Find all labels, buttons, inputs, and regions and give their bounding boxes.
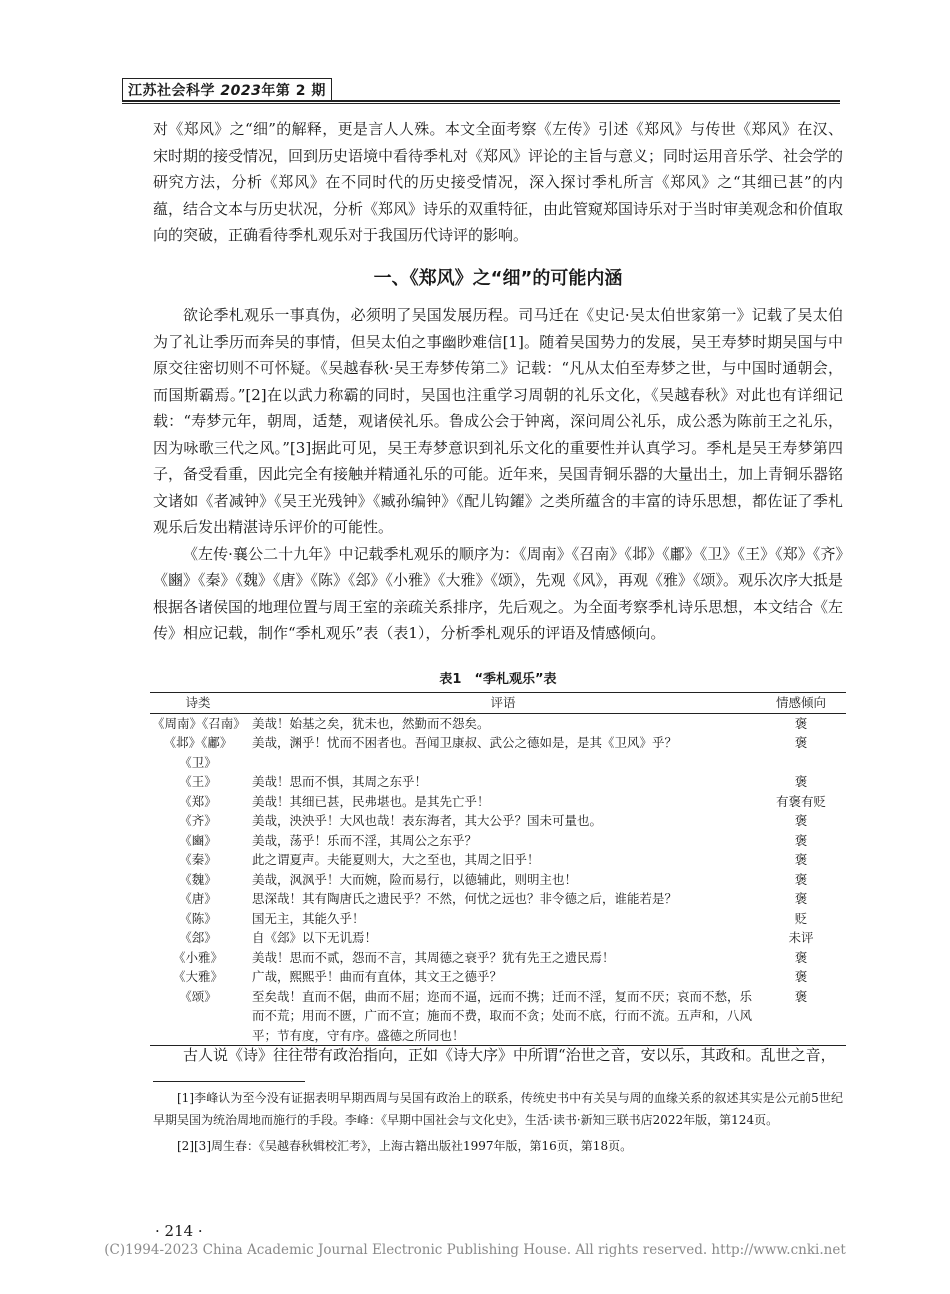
table-cell-sentiment: 褒	[794, 832, 808, 848]
header-rule-thin	[122, 103, 840, 104]
journal-issue: 2	[295, 83, 306, 99]
table-cell-sentiment: 褒	[794, 715, 808, 731]
table-cell-comment: 美哉，荡乎！乐而不淫，其周公之东乎？	[252, 832, 478, 848]
table-cell-sentiment: 褒	[794, 891, 808, 906]
table-row	[150, 967, 846, 987]
table-row	[150, 928, 846, 948]
table-cell-sentiment: 褒	[756, 987, 846, 1046]
table-cell-comment: 广哉，熙熙乎！曲而有直体，其文王之德乎？	[252, 969, 503, 984]
table-row	[150, 811, 846, 831]
table-header-cell: 诗类	[150, 693, 246, 714]
table-cell-comment: 此之谓夏声。夫能夏则大，大之至也，其周之旧乎！	[252, 852, 540, 867]
table-row	[150, 870, 846, 890]
table-cell-sentiment: 褒	[794, 735, 808, 750]
table-cell-comment: 美哉，泱泱乎！大风也哉！表东海者，其大公乎？国未可量也。	[252, 813, 603, 828]
footnote-rule	[153, 1081, 305, 1082]
table-cell-sentiment: 褒	[794, 871, 808, 887]
table-cell-category: 《颂》	[150, 987, 246, 1046]
table-row	[150, 850, 846, 870]
table-cell-sentiment: 贬	[794, 910, 808, 926]
footnote-item: [2][3]周生春：《吴越春秋辑校汇考》，上海古籍出版社1997年版，第16页，第18页。	[177, 1139, 633, 1153]
table-cell-category: 《周南》《召南》	[152, 715, 246, 731]
journal-issue-unit: 期	[311, 83, 326, 99]
jizha-table	[150, 692, 846, 1046]
table-header-cell: 评语	[246, 693, 756, 714]
continuation-paragraph: 古人说《诗》往往带有政治指向，正如《诗大序》中所谓“治世之音，安以乐，其政和。乱世之音，	[183, 1046, 836, 1064]
table-header-cell: 情感倾向	[756, 693, 846, 714]
table-cell-category: 《王》	[179, 774, 217, 789]
table-cell-comment: 至矣哉！直而不倨，曲而不屈；迩而不逼，远而不携；迁而不淫，复而不厌；哀而不愁，乐而不荒；用而不匮，广而不宣；施而不费，取而不贪；处而不底，行而不流。五声和，八风平；节有度，守有序。盛德之所同也！	[246, 987, 756, 1046]
table-cell-sentiment: 褒	[794, 852, 808, 867]
table-header-row	[150, 693, 846, 714]
table-cell-category: 《豳》	[179, 832, 217, 848]
intro-paragraph	[153, 116, 843, 249]
table-cell-sentiment: 褒	[794, 813, 808, 828]
table-cell-sentiment: 未评	[788, 930, 814, 945]
table-cell-comment: 美哉，渊乎！忧而不困者也。吾闻卫康叔、武公之德如是，是其《卫风》乎？	[252, 735, 678, 750]
table-cell-comment: 美哉！始基之矣，犹未也，然勤而不怨矣。	[252, 715, 490, 731]
table-cell-category: 《秦》	[179, 852, 217, 867]
header-rule	[122, 100, 840, 102]
table-caption: 表1 “季札观乐”表	[439, 672, 557, 687]
table-row	[150, 733, 846, 772]
journal-name: 江苏社会科学	[128, 83, 215, 99]
table-cell-category: 《大雅》	[172, 969, 223, 984]
section-body	[153, 302, 843, 647]
journal-year-unit: 年第	[261, 83, 291, 99]
table-cell-comment: 思深哉！其有陶唐氏之遗民乎？不然，何忧之远也？非令德之后，谁能若是？	[252, 891, 678, 906]
table-cell-comment: 国无主，其能久乎！	[252, 910, 365, 926]
footnotes	[153, 1087, 843, 1157]
body-paragraph: 欲论季札观乐一事真伪，必须明了吴国发展历程。司马迁在《史记·吴太伯世家第一》记载了吴太伯为了礼让季历而奔吴的事情，但吴太伯之事幽眇难信[1]。随着吴国势力的发展，吴王寿梦时期吴国与中原交往密切则不可怀疑。《吴越春秋·吴王寿梦传第二》记载：“凡从太伯至寿梦之世，与中国时通朝会，而国斯霸焉。”[2]在以武力称霸的同时，吴国也注重学习周朝的礼乐文化，《吴越春秋》对此也有详细记载：“寿梦元年，朝周，适楚，观诸侯礼乐。鲁成公会于钟离，深问周公礼乐，成公悉为陈前王之礼乐，因为咏歌三代之风。”[3]据此可见，吴王寿梦意识到礼乐文化的重要性并认真学习。季札是吴王寿梦第四子，备受看重，因此完全有接触并精通礼乐的可能。近年来，吴国青铜乐器的大量出土，加上青铜乐器铭文诸如《者减钟》《吴王光残钟》《臧孙编钟》《配儿钩鑃》之类所蕴含的丰富的诗乐思想，都佐证了季札观乐后发出精湛诗乐评价的可能性。	[153, 306, 844, 536]
table-cell-comment: 美哉！思而不贰，怨而不言，其周德之衰乎？犹有先王之遗民焉！	[252, 949, 615, 965]
table-cell-sentiment: 有褒有贬	[775, 793, 826, 809]
table-cell-comment: 美哉，沨沨乎！大而婉，险而易行，以德辅此，则明主也！	[252, 871, 578, 887]
body-paragraph: 《左传·襄公二十九年》中记载季札观乐的顺序为：《周南》《召南》《邶》《鄘》《卫》《王》《郑》《齐》《豳》《秦》《魏》《唐》《陈》《郐》《小雅》《大雅》《颂》，先观《风》，再观《雅》《颂》。观乐次序大抵是根据各诸侯国的地理位置与周王室的亲疏关系排序，先后观之。为全面考察季札诗乐思想，本文结合《左传》相应记载，制作“季札观乐”表（表1），分析季札观乐的评语及情感倾向。	[153, 544, 844, 642]
table-cell-category: 《小雅》	[172, 949, 223, 965]
table-cell-sentiment: 褒	[794, 774, 808, 789]
table-row	[150, 792, 846, 812]
section-heading: 一、《郑风》之“细”的可能内涵	[373, 268, 623, 289]
table-row	[150, 831, 846, 851]
table-cell-comment: 自《郐》以下无讥焉！	[252, 930, 378, 945]
table-cell-category: 《陈》	[179, 910, 217, 926]
intro-paragraph-text: 对《郑风》之“细”的解释，更是言人人殊。本文全面考察《左传》引述《郑风》与传世《郑风》在汉、宋时期的接受情况，回到历史语境中看待季札对《郑风》评论的主旨与意义；同时运用音乐学、社会学的研究方法，分析《郑风》在不同时代的历史接受情况，深入探讨季札所言《郑风》之“其细已甚”的内蕴，结合文本与历史状况，分析《郑风》诗乐的双重特征，由此管窥郑国诗乐对于当时审美观念和价值取向的突破，正确看待季札观乐对于我国历代诗评的影响。	[153, 120, 844, 244]
copyright-notice: (C)1994-2023 China Academic Journal Electronic Publishing House. All rights reserved. http://www.cnki.net	[104, 1242, 846, 1258]
table-row	[150, 987, 846, 1046]
table-cell-category: 《郑》	[179, 793, 217, 809]
table-row	[150, 772, 846, 792]
table-row	[150, 713, 846, 733]
table-cell-category: 《魏》	[179, 871, 217, 887]
running-header	[128, 80, 326, 100]
table-cell-category: 《唐》	[179, 891, 217, 906]
table-cell-category: 《郐》	[179, 930, 217, 945]
table-row	[150, 909, 846, 929]
footnote-item: [1]李峰认为至今没有证据表明早期西周与吴国有政治上的联系，传统史书中有关吴与周的血缘关系的叙述其实是公元前5世纪早期吴国为统治周地而施行的手段。李峰：《早期中国社会与文化史》，生活·读书·新知三联书店2022年版，第124页。	[153, 1091, 843, 1127]
table-cell-comment: 美哉！思而不惧，其周之东乎！	[252, 774, 428, 789]
table-cell-comment: 美哉！其细已甚，民弗堪也。是其先亡乎！	[252, 793, 490, 809]
table-row	[150, 948, 846, 968]
table-cell-category: 《齐》	[179, 813, 217, 828]
table-cell-sentiment: 褒	[794, 949, 808, 965]
journal-year: 2023	[220, 83, 262, 99]
table-cell-sentiment: 褒	[794, 969, 808, 984]
table-row	[150, 889, 846, 909]
table-cell-category: 《邶》《鄘》《卫》	[163, 735, 233, 770]
page-number: · 214 ·	[155, 1222, 203, 1240]
